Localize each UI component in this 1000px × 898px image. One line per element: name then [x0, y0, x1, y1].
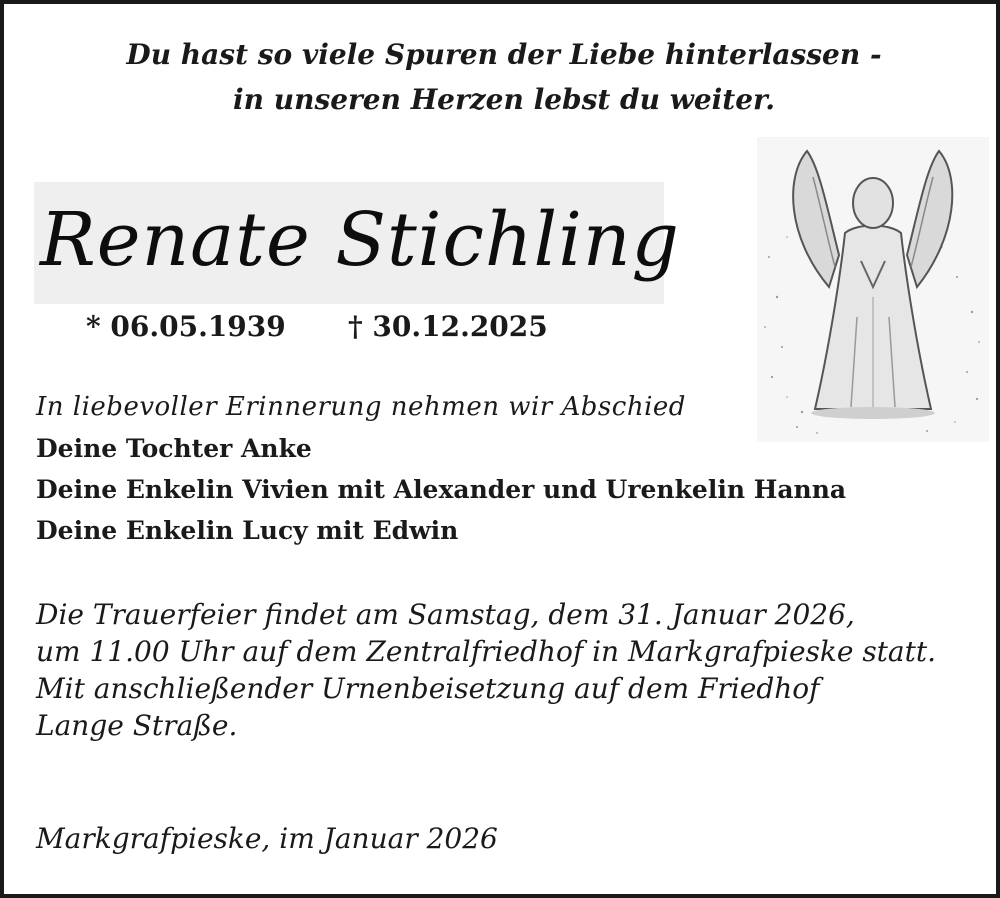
motto-line-1: Du hast so viele Spuren der Liebe hinterlassen - — [126, 38, 882, 71]
death-date: † 30.12.2025 — [348, 310, 548, 343]
family-member: Deine Enkelin Vivien mit Alexander und Urenkelin Hanna — [36, 475, 847, 504]
service-line: Die Trauerfeier findet am Samstag, dem 31. Januar 2026, — [36, 598, 855, 631]
funeral-service-info — [36, 596, 936, 744]
family-section — [36, 387, 846, 551]
birth-date: * 06.05.1939 — [86, 310, 286, 343]
family-member: Deine Tochter Anke — [36, 434, 312, 463]
deceased-name: Renate Stichling — [40, 197, 680, 283]
service-line: Mit anschließender Urnenbeisetzung auf dem Friedhof — [36, 672, 820, 705]
motto-verse — [44, 32, 964, 122]
motto-line-2: in unseren Herzen lebst du weiter. — [233, 83, 775, 116]
place-and-date: Markgrafpieske, im Januar 2026 — [36, 822, 498, 855]
service-line: um 11.00 Uhr auf dem Zentralfriedhof in Markgrafpieske statt. — [36, 635, 937, 668]
farewell-intro: In liebevoller Erinnerung nehmen wir Abschied — [36, 392, 686, 422]
service-line: Lange Straße. — [36, 709, 238, 742]
family-member: Deine Enkelin Lucy mit Edwin — [36, 516, 459, 545]
